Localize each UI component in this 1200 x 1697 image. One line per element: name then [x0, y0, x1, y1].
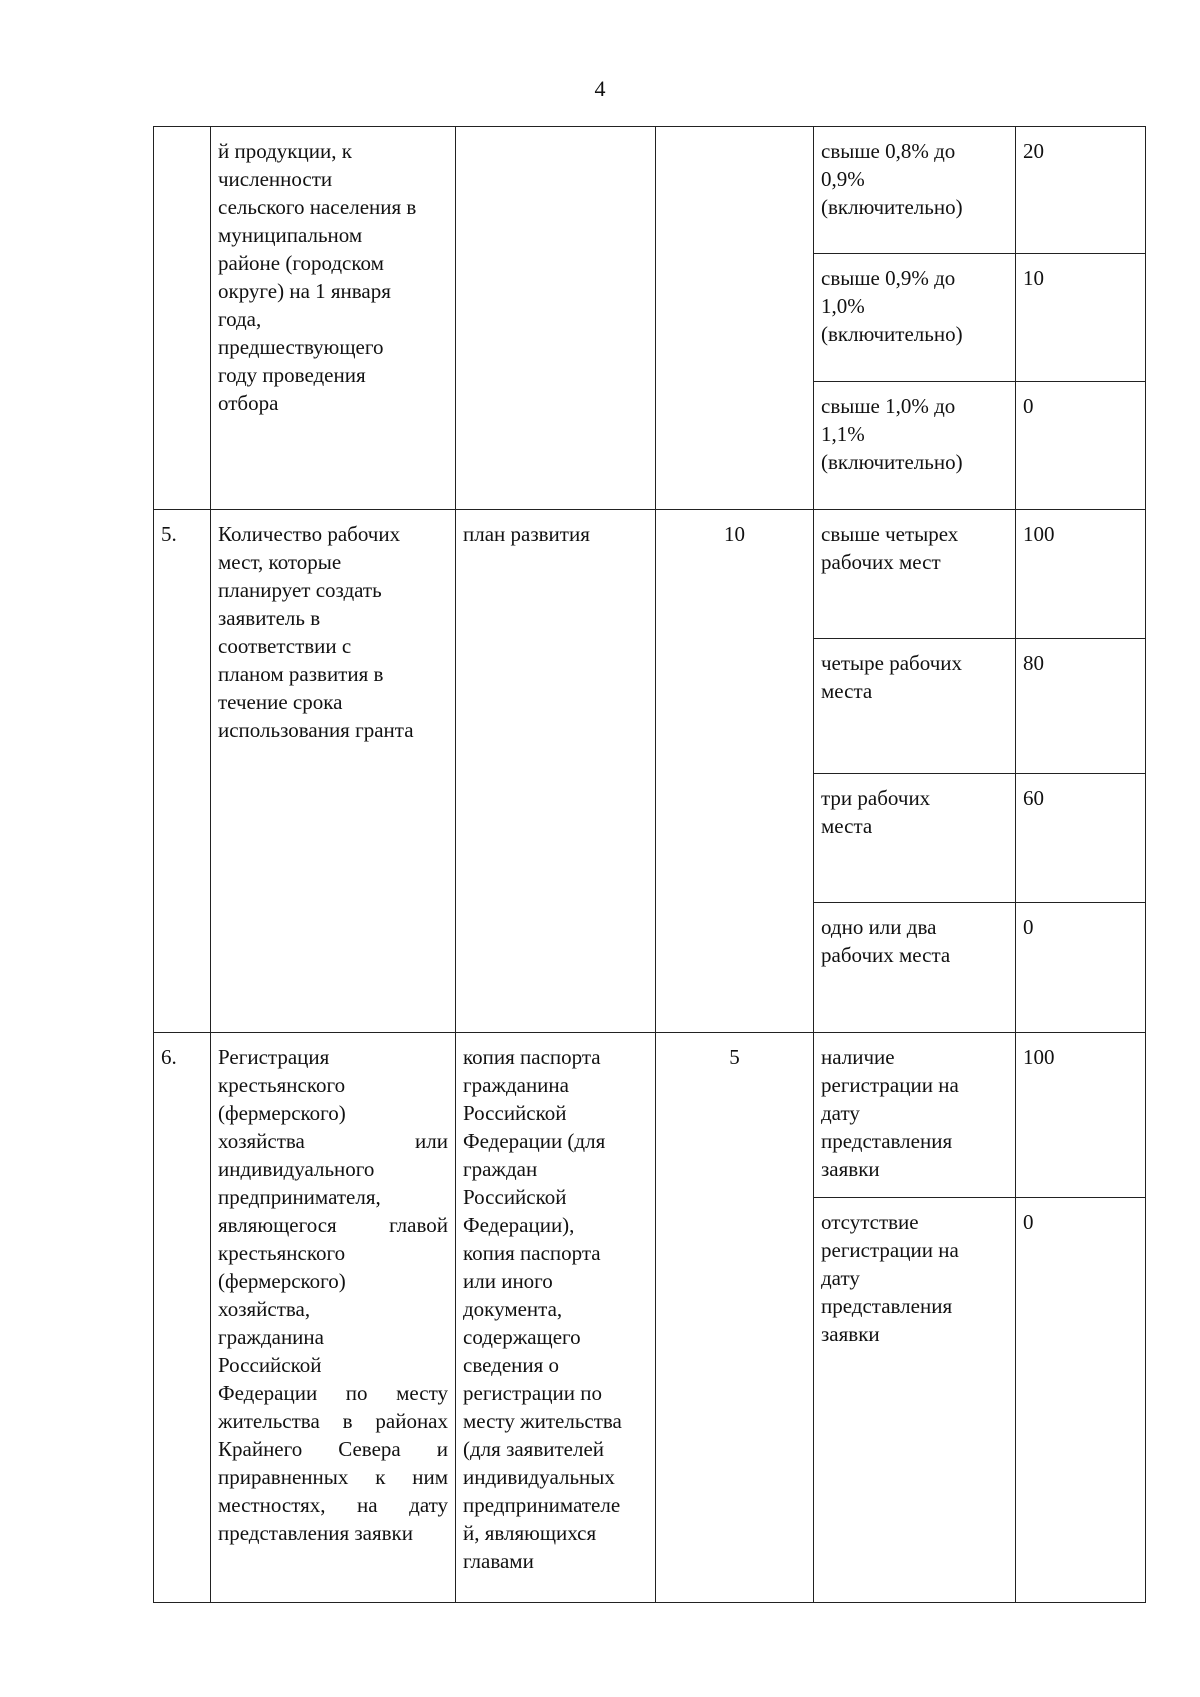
text-line: Российской — [463, 1185, 567, 1209]
text-line: три рабочих — [821, 786, 931, 810]
text-line: четыре рабочих — [821, 651, 963, 675]
text-line: гражданина — [463, 1073, 569, 1097]
text-line: округе) на 1 января — [218, 279, 391, 303]
text-line: одно или два — [821, 915, 937, 939]
text-line: индивидуального — [218, 1157, 375, 1181]
text-line: свыше 1,0% до — [821, 394, 956, 418]
text-line: (фермерского) — [218, 1269, 346, 1293]
text-line: свыше 0,8% до — [821, 139, 956, 163]
text-line: регистрации на — [821, 1073, 959, 1097]
criterion-weight — [656, 127, 814, 510]
text-line: 1,1% — [821, 422, 865, 446]
text-line: жительства в районах — [218, 1409, 448, 1433]
text-line: Российской — [463, 1101, 567, 1125]
text-line: предпринимателя, — [218, 1185, 381, 1209]
text-line: 0,9% — [821, 167, 865, 191]
text-line: мест, которые — [218, 550, 342, 574]
text-line: (включительно) — [821, 322, 963, 346]
option-score: 10 — [1016, 254, 1146, 382]
option-score: 0 — [1016, 1198, 1146, 1603]
option-condition — [814, 903, 1016, 1033]
page-number: 4 — [594, 76, 606, 101]
criterion-description — [211, 1033, 456, 1603]
text-line: наличие — [821, 1045, 895, 1069]
text-line: районе (городском — [218, 251, 384, 275]
text-line: крестьянского — [218, 1073, 346, 1097]
table-row — [154, 510, 1146, 639]
option-condition — [814, 254, 1016, 382]
text-line: копия паспорта — [463, 1241, 601, 1265]
text-line: (включительно) — [821, 450, 963, 474]
text-line: регистрации по — [463, 1381, 602, 1405]
text-line: месту жительства — [463, 1409, 622, 1433]
text-line: или иного — [463, 1269, 553, 1293]
table-row — [154, 127, 1146, 254]
text-line: планом развития в — [218, 662, 384, 686]
text-line: численности — [218, 167, 333, 191]
text-line: Федерации по месту — [218, 1381, 448, 1405]
text-line: представления — [821, 1294, 953, 1318]
option-condition — [814, 510, 1016, 639]
text-line: 1,0% — [821, 294, 865, 318]
option-condition — [814, 1033, 1016, 1198]
option-score: 60 — [1016, 774, 1146, 903]
text-line: года, — [218, 307, 262, 331]
criterion-number: 6. — [154, 1033, 211, 1603]
text-line: местностях, на дату — [218, 1493, 448, 1517]
text-line: Регистрация — [218, 1045, 330, 1069]
criterion-number: 5. — [154, 510, 211, 1033]
criterion-description — [211, 127, 456, 510]
text-line: Федерации (для — [463, 1129, 606, 1153]
text-line: отсутствие — [821, 1210, 919, 1234]
option-score: 100 — [1016, 1033, 1146, 1198]
text-line: копия паспорта — [463, 1045, 601, 1069]
criteria-table — [153, 126, 1146, 1603]
text-line: дату — [821, 1101, 860, 1125]
option-score: 20 — [1016, 127, 1146, 254]
criteria-table-body — [154, 127, 1146, 1603]
text-line: предшествующего — [218, 335, 384, 359]
table-row — [154, 1033, 1146, 1198]
option-score: 0 — [1016, 382, 1146, 510]
text-line: соответствии с — [218, 634, 352, 658]
supporting-document — [456, 127, 656, 510]
text-line: свыше четырех — [821, 522, 959, 546]
text-line: крестьянского — [218, 1241, 346, 1265]
text-line: сельского населения в — [218, 195, 417, 219]
text-line: рабочих мест — [821, 550, 941, 574]
criterion-description — [211, 510, 456, 1033]
text-line: свыше 0,9% до — [821, 266, 956, 290]
criterion-weight: 10 — [656, 510, 814, 1033]
text-line: Российской — [218, 1353, 322, 1377]
text-line: документа, — [463, 1297, 563, 1321]
text-line: й продукции, к — [218, 139, 352, 163]
text-line: заявки — [821, 1157, 880, 1181]
supporting-document — [456, 1033, 656, 1603]
text-line: план развития — [463, 522, 590, 546]
text-line: планирует создать — [218, 578, 382, 602]
text-line: представления — [821, 1129, 953, 1153]
text-line: хозяйства или — [218, 1129, 448, 1153]
option-score: 0 — [1016, 903, 1146, 1033]
text-line: дату — [821, 1266, 860, 1290]
text-line: Количество рабочих — [218, 522, 401, 546]
option-condition — [814, 1198, 1016, 1603]
text-line: году проведения — [218, 363, 366, 387]
text-line: (включительно) — [821, 195, 963, 219]
option-condition — [814, 639, 1016, 774]
text-line: (фермерского) — [218, 1101, 346, 1125]
text-line: индивидуальных — [463, 1465, 615, 1489]
text-line: использования гранта — [218, 718, 414, 742]
text-line: содержащего — [463, 1325, 581, 1349]
criterion-number — [154, 127, 211, 510]
option-condition — [814, 127, 1016, 254]
text-line: муниципальном — [218, 223, 363, 247]
text-line: приравненных к ним — [218, 1465, 448, 1489]
text-line: рабочих места — [821, 943, 951, 967]
text-line: представления заявки — [218, 1521, 413, 1545]
text-line: граждан — [463, 1157, 538, 1181]
text-line: заявитель в — [218, 606, 321, 630]
option-score: 100 — [1016, 510, 1146, 639]
text-line: регистрации на — [821, 1238, 959, 1262]
text-line: хозяйства, — [218, 1297, 311, 1321]
text-line: предпринимателе — [463, 1493, 621, 1517]
text-line: гражданина — [218, 1325, 324, 1349]
text-line: й, являющихся — [463, 1521, 597, 1545]
text-line: Федерации), — [463, 1213, 575, 1237]
text-line: отбора — [218, 391, 279, 415]
text-line: места — [821, 814, 873, 838]
option-score: 80 — [1016, 639, 1146, 774]
option-condition — [814, 774, 1016, 903]
text-line: являющегося главой — [218, 1213, 448, 1237]
text-line: главами — [463, 1549, 534, 1573]
option-condition — [814, 382, 1016, 510]
text-line: (для заявителей — [463, 1437, 605, 1461]
text-line: Крайнего Севера и — [218, 1437, 448, 1461]
criterion-weight: 5 — [656, 1033, 814, 1603]
text-line: течение срока — [218, 690, 343, 714]
supporting-document — [456, 510, 656, 1033]
text-line: места — [821, 679, 873, 703]
text-line: заявки — [821, 1322, 880, 1346]
text-line: сведения о — [463, 1353, 560, 1377]
